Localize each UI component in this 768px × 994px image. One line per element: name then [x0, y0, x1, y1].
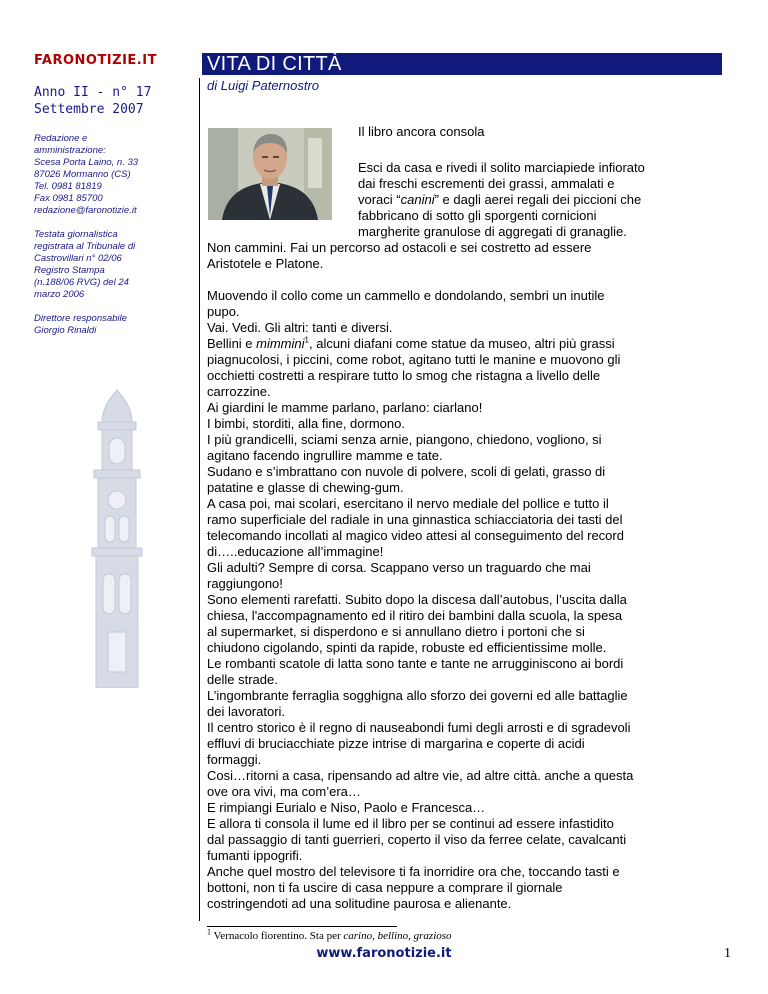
info-line: Scesa Porta Laino, n. 33: [34, 157, 139, 168]
text-line: dei lavoratori.: [207, 704, 286, 719]
masthead-title: FARONOTIZIE.IT: [34, 53, 157, 68]
text-line: carrozzine.: [207, 384, 271, 399]
footnote: $^1$ Vernacolo fiorentino. Sta per carino, bellino, grazioso: [207, 927, 452, 942]
info-line: Redazione e: [34, 133, 88, 144]
text-line: chiudono cigolando, spinti da rapide, robuste ed efficientissime molle.: [207, 640, 607, 655]
text-line: Gli adulti? Sempre di corsa. Scappano verso un traguardo che mai: [207, 560, 591, 575]
text-line: pupo.: [207, 304, 240, 319]
info-line: Registro Stampa: [34, 265, 105, 276]
site-link[interactable]: www.faronotizie.it: [316, 946, 452, 961]
info-line: 87026 Mormanno (CS): [34, 169, 131, 180]
text-line: raggiungono!: [207, 576, 283, 591]
text-line: Sono elementi rarefatti. Subito dopo la discesa dall’autobus, l’uscita dalla: [207, 592, 627, 607]
text-line: piagnucolosi, i piccini, come robot, agitano tutti le manine e muovono gli: [207, 352, 621, 367]
text-line: I più grandicelli, sciami senza arnie, piangono, chiedono, vogliono, si: [207, 432, 602, 447]
info-line: Giorgio Rinaldi: [34, 325, 97, 336]
text-line: Sudano e s’imbrattano con nuvole di polvere, scoli di gelati, grasso di: [207, 464, 606, 479]
info-line: Fax 0981 85700: [34, 193, 103, 204]
text-line: E rimpiangi Eurialo e Niso, Paolo e Francesca…: [207, 800, 486, 815]
info-line: marzo 2006: [34, 289, 85, 300]
info-email: redazione@faronotizie.it: [34, 205, 137, 216]
text-line: telecomando incollati al magico video attesi al conseguimento del record: [207, 528, 624, 543]
page-number: 1: [724, 946, 731, 961]
info-line: amministrazione:: [34, 145, 106, 156]
text-line: dai freschi escrementi dei grassi, ammalati e: [358, 176, 615, 191]
info-line: registrata al Tribunale di: [34, 241, 136, 252]
footnote-rule: [207, 926, 397, 927]
footnote-ref: 1: [304, 335, 309, 345]
info-line: Castrovillari n° 02/06: [34, 253, 122, 264]
text-line: Cosi…ritorni a casa, ripensando ad altre vie, ad altre città. anche a questa: [207, 768, 634, 783]
text-line: al supermarket, si disperdono e si annullano dietro i portoni che si: [207, 624, 585, 639]
text-line: delle strade.: [207, 672, 278, 687]
footnote-mark: 1: [207, 927, 211, 937]
sidebar: [0, 0, 200, 994]
lead-paragraph: [207, 160, 722, 272]
direttore-info: [34, 313, 194, 337]
text-line: A casa poi, mai scolari, esercitano il nervo mediale del pollice e tutto il: [207, 496, 609, 511]
text-line: Il centro storico è il regno di nauseabondi fumi degli arrosti e di sgradevoli: [207, 720, 631, 735]
text-line: agitano facendo ingrullire mamme e tate.: [207, 448, 443, 463]
text-line: margherite granulose di aggregati di granaglie.: [358, 224, 627, 239]
text-line: fumanti ippogrifi.: [207, 848, 303, 863]
info-line: Direttore responsabile: [34, 313, 127, 324]
issue-info: [34, 84, 151, 118]
author-byline: di Luigi Paternostro: [207, 78, 320, 93]
text-line: voraci “canini” e dagli aerei regali dei piccioni che: [358, 192, 642, 207]
text-line: costringendoti ad una solitudine paurosa e alienante.: [207, 896, 512, 911]
text-line: L’ingombrante ferraglia sogghigna allo sforzo dei governi ed alle battaglie: [207, 688, 628, 703]
redazione-info: [34, 133, 194, 217]
text-line: I bimbi, storditi, alla fine, dormono.: [207, 416, 405, 431]
article-body: [207, 288, 722, 912]
text-line: Vai. Vedi. Gli altri: tanti e diversi.: [207, 320, 393, 335]
issue-date: Settembre 2007: [34, 102, 144, 117]
column-divider: [199, 78, 200, 921]
text-line: Muovendo il collo come un cammello e dondolando, sembri un inutile: [207, 288, 605, 303]
text-line: Non cammini. Fai un percorso ad ostacoli e sei costretto ad essere: [207, 240, 592, 255]
bell-tower-watermark: [78, 388, 156, 688]
text-line: effluvi di bruciacchiate pizze intrise di margarina e coperte di acidi: [207, 736, 585, 751]
text-line: chiesa, l'accompagnamento ed il ritiro dei bambini dalla scuola, la spesa: [207, 608, 623, 623]
text-line: Le rombanti scatole di latta sono tante e tante ne arrugginiscono ai bordi: [207, 656, 624, 671]
text-line: fabbricano di sotto gli sporgenti cornicioni: [358, 208, 597, 223]
text-line: di…..educazione all’immagine!: [207, 544, 384, 559]
text-line: formaggi.: [207, 752, 262, 767]
text-line: Ai giardini le mamme parlano, parlano: ciarlano!: [207, 400, 483, 415]
testata-info: [34, 229, 194, 301]
text-line: occhietti costretti a respirare tutto lo smog che ristagna a livello delle: [207, 368, 601, 383]
text-line: E allora ti consola il lume ed il libro per se continui ad essere infastidito: [207, 816, 614, 831]
text-line: Aristotele e Platone.: [207, 256, 324, 271]
article-title: Il libro ancora consola: [358, 124, 485, 139]
section-title: VITA DI CITTÀ: [207, 53, 342, 75]
text-line: ove ora vivi, ma com’era…: [207, 784, 361, 799]
text-line: Anche quel mostro del televisore ti fa inorridire ora che, toccando tasti e: [207, 864, 620, 879]
text-line: patatine e glasse di chewing-gum.: [207, 480, 404, 495]
text-line: Bellini e mimmini$^1$, alcuni diafani come statue da museo, altri più grassi: [207, 335, 615, 351]
text-line: ramo superficiale del radiale in una ginnastica schiacciatoria dei tasti del: [207, 512, 623, 527]
info-line: Tel. 0981 81819: [34, 181, 102, 192]
info-line: (n.188/06 RVG) del 24: [34, 277, 129, 288]
text-line: bottoni, non ti fa uscire di casa neppure a comprare il giornale: [207, 880, 563, 895]
text-line: Esci da casa e rivedi il solito marciapiede infiorato: [358, 160, 645, 175]
text-line: dal passaggio di tanti guerrieri, coperto il viso da ferree celate, cavalcanti: [207, 832, 627, 847]
info-line: Testata giornalistica: [34, 229, 118, 240]
issue-number: Anno II - n° 17: [34, 85, 152, 100]
